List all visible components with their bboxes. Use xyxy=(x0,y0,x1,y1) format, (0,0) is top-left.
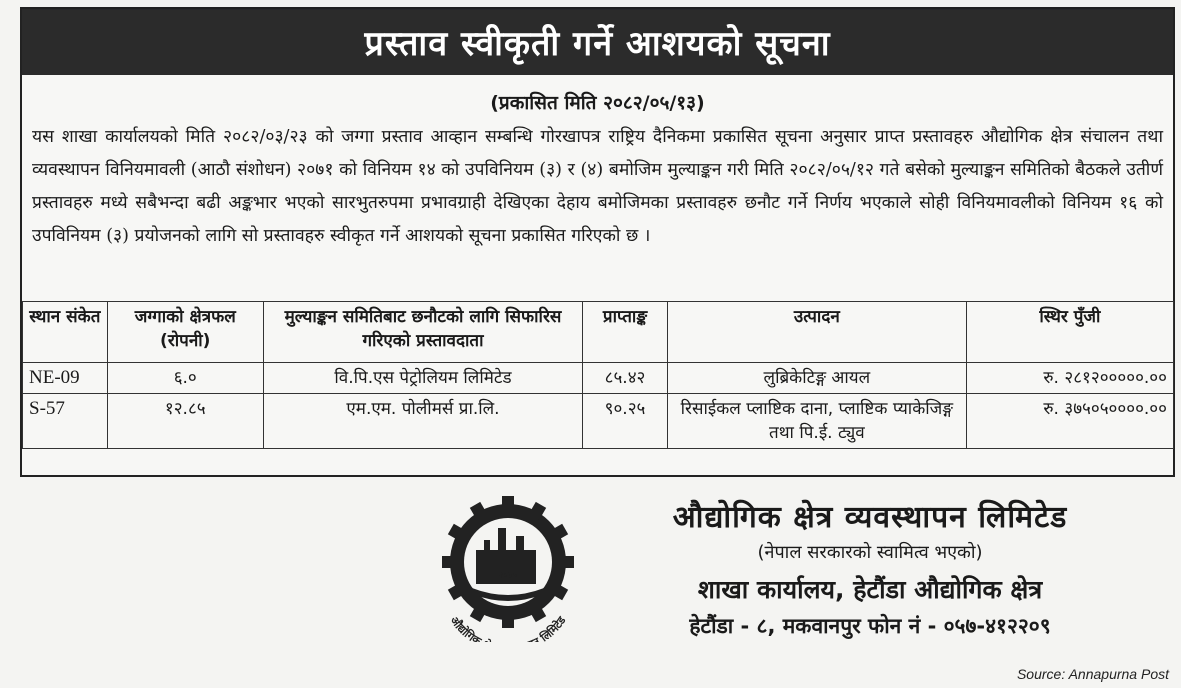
cell-company: वि.पि.एस पेट्रोलियम लिमिटेड xyxy=(263,363,582,394)
contact-info: हेटौंडा - ८, मकवानपुर फोन नं - ०५७-४१२२०९ xyxy=(689,614,1051,638)
organization-block xyxy=(600,495,1140,640)
notice-title: प्रस्ताव स्वीकृती गर्ने आशयको सूचना xyxy=(22,9,1173,75)
cell-score: ८५.४२ xyxy=(583,363,668,394)
header-capital: स्थिर पुँजी xyxy=(966,302,1173,363)
cell-location: S-57 xyxy=(23,394,108,449)
logo-ring-text: औद्योगिक न लिमिटेड xyxy=(447,614,569,642)
cell-product: लुब्रिकेटिङ्ग आयल xyxy=(667,363,966,394)
logo-year-text: २०४५ xyxy=(498,571,518,581)
cell-product: रिसाईकल प्लाष्टिक दाना, प्लाष्टिक प्याकेजिङ्ग तथा पि.ई. ट्युव xyxy=(667,394,966,449)
cell-score: ९०.२५ xyxy=(583,394,668,449)
table-row xyxy=(23,394,1174,449)
header-product: उत्पादन xyxy=(667,302,966,363)
published-date: (प्रकासित मिति २०८२/०५/१३) xyxy=(490,92,705,114)
notice-box xyxy=(20,7,1175,477)
cell-location: NE-09 xyxy=(23,363,108,394)
header-company: मुल्याङ्कन समितिबाट छनौटको लागि सिफारिस गरिएको प्रस्तावदाता xyxy=(263,302,582,363)
header-location: स्थान संकेत xyxy=(23,302,108,363)
cell-capital: रु. २८१२०००००.०० xyxy=(966,363,1173,394)
organization-logo xyxy=(418,492,598,642)
organization-subtitle: (नेपाल सरकारको स्वामित्व भएको) xyxy=(757,542,983,563)
header-score: प्राप्ताङ्क xyxy=(583,302,668,363)
branch-office: शाखा कार्यालय, हेटौंडा औद्योगिक क्षेत्र xyxy=(697,575,1043,604)
offers-table xyxy=(22,301,1174,449)
organization-name: औद्योगिक क्षेत्र व्यवस्थापन लिमिटेड xyxy=(672,500,1068,535)
table-row xyxy=(23,363,1174,394)
gear-logo-icon xyxy=(418,492,598,642)
notice-body: यस शाखा कार्यालयको मिति २०८२/०३/२३ को जग्गा प्रस्ताव आव्हान सम्बन्धि गोरखापत्र राष्ट्रिय दैनिकमा प्रकासित सूचना अनुसार प्राप्त प्रस्तावहरु औद्योगिक क्षेत्र संचालन तथा व्यवस्थापन विनियमावली (आठौ संशोधन) २०७१ को विनियम १४ को उपविनियम (३) र (४) बमोजिम मुल्याङ्कन गरी मिति २०८२/०५/१२ गते बसेको मुल्याङ्कन समितिको बैठकले उतीर्ण प्रस्तावहरु मध्ये सबैभन्दा बढी अङ्कभार भएको सारभुतरुपमा प्रभावग्राही देखिएका देहाय बमोजिमका प्रस्तावहरु छनौट गर्ने निर्णय भएकाले सोही विनियमावलीको विनियम १६ को उपविनियम (३) प्रयोजनको लागि सो प्रस्तावहरु स्वीकृत गर्ने आशयको सूचना प्रकासित गरिएको छ । xyxy=(32,127,1163,246)
cell-area: ६.० xyxy=(107,363,263,394)
table-header-row xyxy=(23,302,1174,363)
cell-area: १२.८५ xyxy=(107,394,263,449)
cell-company: एम.एम. पोलीमर्स प्रा.लि. xyxy=(263,394,582,449)
cell-capital: रु. ३७५०५००००.०० xyxy=(966,394,1173,449)
header-area: जग्गाको क्षेत्रफल (रोपनी) xyxy=(107,302,263,363)
source-credit: Source: Annapurna Post xyxy=(1016,666,1169,682)
